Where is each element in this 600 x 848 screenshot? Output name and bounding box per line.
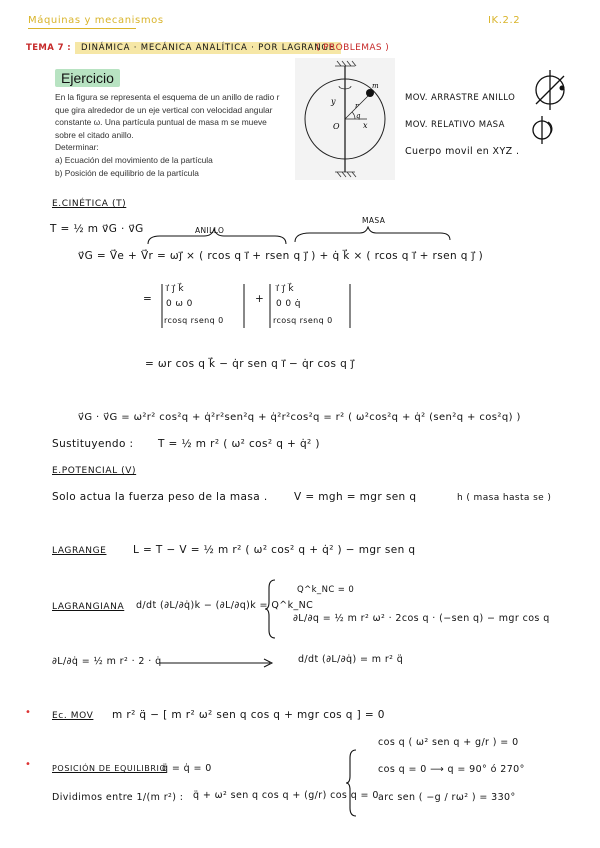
t-result: T = ½ m r² ( ω² cos² q + q̇² ) [158, 438, 320, 450]
det-plus: + [255, 293, 265, 305]
label-masa: MASA [362, 216, 386, 225]
dl-dq: ∂L/∂q = ½ m r² ω² · 2cos q · (−sen q) − mgr cos q [293, 613, 550, 624]
potential-heading: E.POTENCIAL (V) [52, 466, 137, 476]
bullet-equilibrium: • [25, 759, 31, 770]
arrow-right [160, 658, 275, 668]
lagrange-heading: LAGRANGE [52, 546, 107, 556]
det2-row1: i⃗ j⃗ k⃗ [276, 284, 294, 294]
solution-1: cos q = 0 ⟶ q = 90° ó 270° [378, 764, 525, 775]
det2-row2: 0 0 q̇ [276, 299, 301, 309]
motion-eq: m r² q̈ − [ m r² ω² sen q cos q + mgr cos q ] = 0 [112, 709, 385, 721]
tema-label: TEMA 7 : [26, 43, 72, 53]
fig-label-x: x [363, 121, 368, 130]
potential-text: Solo actua la fuerza peso de la masa . [52, 491, 268, 503]
kinetic-heading: E.CINÉTICA (T) [52, 199, 127, 209]
ring-figure [295, 58, 395, 180]
rotation-sketches [528, 70, 578, 150]
determine-label: Determinar: [55, 142, 99, 153]
fig-label-r: r [355, 102, 359, 110]
fig-label-y: y [331, 97, 336, 106]
cuerpo-movil: Cuerpo movil en XYZ . [405, 146, 520, 157]
h-note: h ( masa hasta se ) [457, 493, 552, 503]
dl-dqdot: ∂L/∂q̇ = ½ m r² · 2 · q̇ [52, 656, 162, 667]
dividimos: Dividimos entre 1/(m r²) : [52, 792, 184, 803]
vg-line: v⃗G = V⃗e + V⃗r = ωj⃗ × ( rcos q i⃗ + rsen q j⃗ ) + q̇ k⃗ × ( rcos q i⃗ + rsen q j⃗ ) [78, 250, 484, 262]
label-anillo: ANILLO [195, 226, 225, 235]
equilibrium-heading: POSICIÓN DE EQUILIBRIO [52, 764, 167, 773]
item-a: a) Ecuación del movimiento de la partícula [55, 154, 213, 165]
page-code: IK.2.2 [488, 15, 521, 26]
equilibrium-eq: q̈ + ω² sen q cos q + (g/r) cos q = 0 [193, 790, 379, 801]
lagrangiana-heading: LAGRANGIANA [52, 602, 125, 612]
solution-2: arc sen ( −g / rω² ) = 330° [378, 792, 516, 803]
mov-relativo: MOV. RELATIVO MASA [405, 120, 505, 130]
det1-row1: i⃗ j⃗ k⃗ [166, 284, 184, 294]
lagrange-eq: L = T − V = ½ m r² ( ω² cos² q + q̇² ) − mgr sen q [133, 544, 416, 556]
motion-heading: Ec. MOV [52, 711, 94, 721]
course-underline [28, 27, 136, 30]
solution-brace [346, 748, 358, 818]
v-equation: V = mgh = mgr sen q [294, 491, 417, 503]
course-title: Máquinas y mecanismos [28, 15, 164, 26]
v-result: = ωr cos q k⃗ − q̇r sen q i⃗ − q̇r cos q j⃗ [145, 358, 355, 370]
dt-result: d/dt (∂L/∂q̇) = m r² q̈ [298, 654, 404, 665]
solution-factor: cos q ( ω² sen q + g/r ) = 0 [378, 737, 519, 748]
big-brace [265, 578, 277, 640]
det1-row2: 0 ω 0 [166, 299, 193, 309]
problems-label: ( PROBLEMAS ) [316, 43, 390, 53]
exercise-box [55, 68, 290, 179]
t-definition: T = ½ m v⃗G · v⃗G [50, 223, 144, 235]
qnc-zero: Q^k_NC = 0 [297, 585, 355, 595]
fig-label-o: O [333, 122, 340, 131]
exercise-title: Ejercicio [55, 69, 120, 87]
lagrangiana-eq: d/dt (∂L/∂q̇)k − (∂L/∂q)k = Q^k_NC [136, 600, 314, 611]
exercise-statement: En la figura se representa el esquema de un anillo de radio r que gira alrededor de un eje vertical con velocidad angular constante ω. Una partícula puntual de masa m se mueve sobre el citado anillo. [55, 92, 280, 140]
mov-arrastre: MOV. ARRASTRE ANILLO [405, 93, 516, 103]
fig-label-q: q [356, 112, 361, 120]
topic-banner: DINÁMICA · MECÁNICA ANALÍTICA · POR LAGRANGE [75, 42, 341, 54]
det1-row3: rcosq rsenq 0 [164, 316, 224, 325]
bullet-motion: • [25, 707, 31, 718]
det-equals: = [143, 293, 153, 305]
item-b: b) Posición de equilibrio de la partícula [55, 167, 199, 178]
braces [140, 226, 458, 248]
vg-squared: v⃗G · v⃗G = ω²r² cos²q + q̇²r²sen²q + q̇²r²cos²q = r² ( ω²cos²q + q̇² (sen²q + cos²q) ) [78, 412, 521, 423]
sustituyendo: Sustituyendo : [52, 438, 134, 450]
det2-row3: rcosq rsenq 0 [273, 316, 333, 325]
equilibrium-cond: q̈ = q̇ = 0 [162, 763, 212, 774]
fig-label-m: m [372, 82, 379, 90]
